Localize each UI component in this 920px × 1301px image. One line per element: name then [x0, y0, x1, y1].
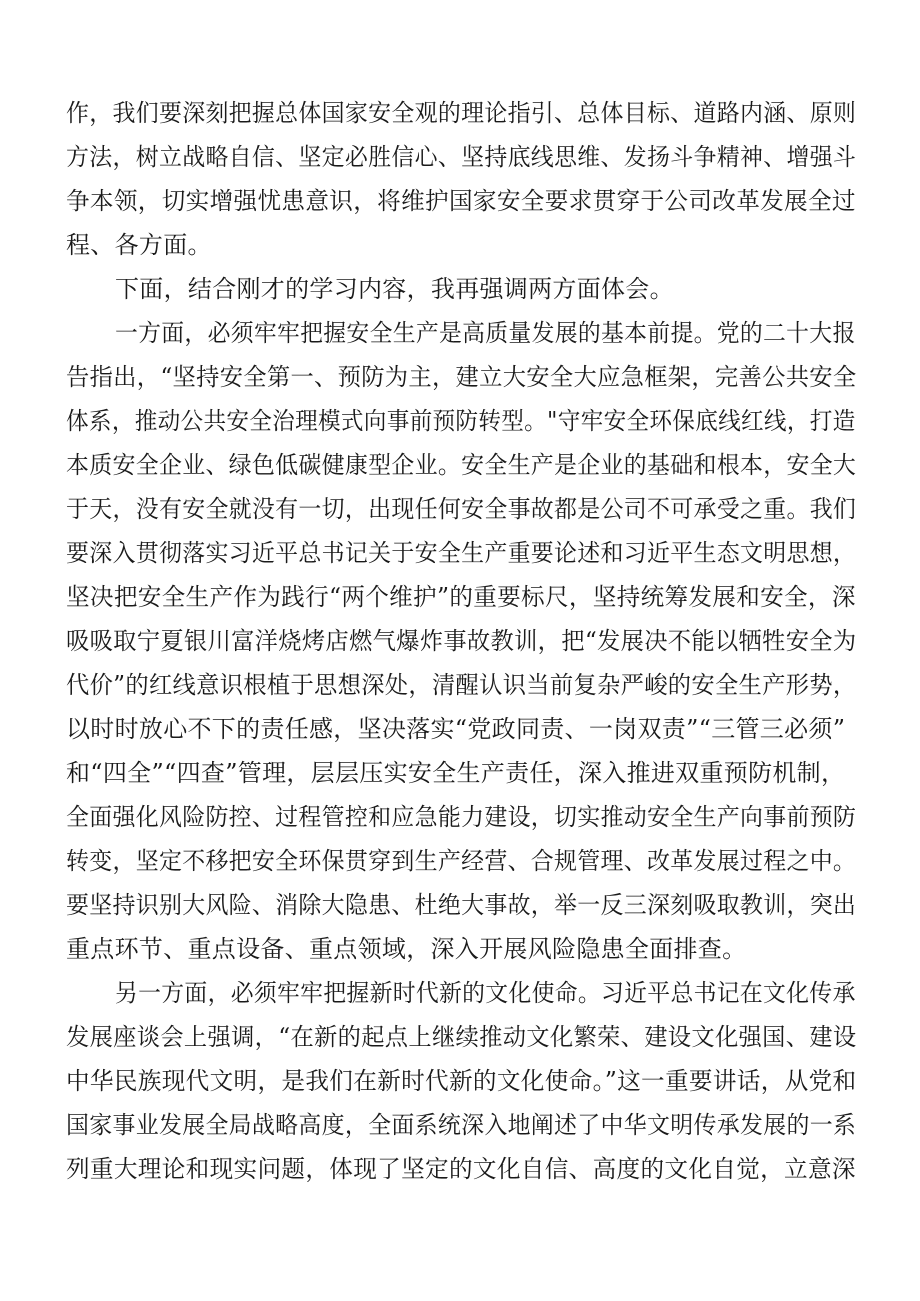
text-line-16: 和“四全”“四查”管理，层层压实安全生产责任，深入推进双重预防机制，: [66, 759, 846, 787]
text-line-18: 转变，坚定不移把安全环保贯穿到生产经营、合规管理、改革发展过程之中。: [66, 847, 857, 875]
text-line-1: 作，我们要深刻把握总体国家安全观的理论指引、总体目标、道路内涵、原则: [66, 99, 857, 127]
paragraph-culture-start: 另一方面，必须牢牢把握新时代新的文化使命。习近平总书记在文化传承: [115, 979, 856, 1007]
text-line-19: 要坚持识别大风险、消除大隐患、杜绝大事故，举一反三深刻吸取教训，突出: [66, 891, 857, 919]
text-line-2: 方法，树立战略自信、坚定必胜信心、坚持底线思维、发扬斗争精神、增强斗: [66, 143, 857, 171]
paragraph-safety-start: 一方面，必须牢牢把握安全生产是高质量发展的基本前提。党的二十大报: [115, 319, 856, 347]
text-line-14: 代价”的红线意识根植于思想深处，清醒认识当前复杂严峻的安全生产形势，: [66, 671, 857, 699]
text-line-15: 以时时放心不下的责任感，坚决落实“党政同责、一岗双责”“三管三必须”: [66, 715, 846, 743]
text-line-11: 要深入贯彻落实习近平总书记关于安全生产重要论述和习近平生态文明思想，: [66, 539, 857, 567]
text-line-22: 发展座谈会上强调，“在新的起点上继续推动文化繁荣、建设文化强国、建设: [66, 1023, 857, 1051]
text-line-4: 程、各方面。: [66, 231, 212, 259]
text-line-25: 列重大理论和现实问题，体现了坚定的文化自信、高度的文化自觉，立意深: [66, 1155, 856, 1183]
text-line-17: 全面强化风险防控、过程管控和应急能力建设，切实推动安全生产向事前预防: [66, 803, 857, 831]
paragraph-intro: 下面，结合刚才的学习内容，我再强调两方面体会。: [115, 275, 674, 303]
text-line-20: 重点环节、重点设备、重点领域，深入开展风险隐患全面排查。: [66, 935, 747, 963]
text-line-23: 中华民族现代文明，是我们在新时代新的文化使命。”这一重要讲话，从党和: [66, 1067, 857, 1095]
text-line-9: 本质安全企业、绿色低碳健康型企业。安全生产是企业的基础和根本，安全大: [66, 451, 857, 479]
text-line-12: 坚决把安全生产作为践行“两个维护”的重要标尺，坚持统筹发展和安全，深: [66, 583, 856, 611]
text-line-10: 于天，没有安全就没有一切，出现任何安全事故都是公司不可承受之重。我们: [66, 495, 857, 523]
text-line-8: 体系，推动公共安全治理模式向事前预防转型。"守牢安全环保底线红线，打造: [66, 407, 856, 435]
text-line-3: 争本领，切实增强忧患意识，将维护国家安全要求贯穿于公司改革发展全过: [66, 187, 856, 215]
text-line-13: 吸吸取宁夏银川富洋烧烤店燃气爆炸事故教训，把“发展决不能以牺牲安全为: [66, 627, 857, 655]
text-line-7: 告指出，“坚持安全第一、预防为主，建立大安全大应急框架，完善公共安全: [66, 363, 857, 391]
text-line-24: 国家事业发展全局战略高度，全面系统深入地阐述了中华文明传承发展的一系: [66, 1111, 857, 1139]
